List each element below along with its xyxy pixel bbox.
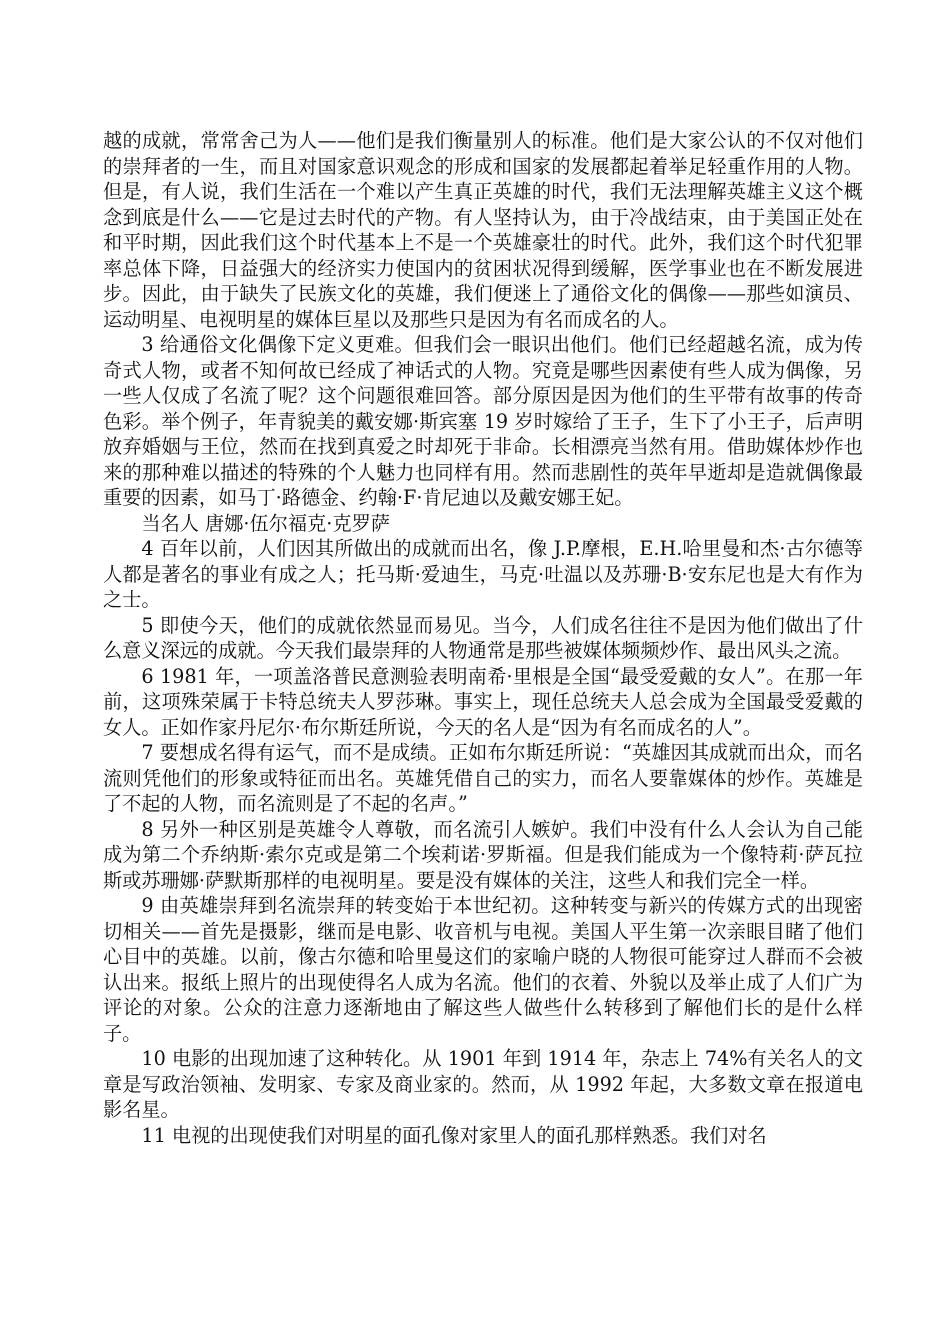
paragraph-7: 7 要想成名得有运气，而不是成绩。正如布尔斯廷所说：“英雄因其成就而出众，而名流则凭他们的形象或特征而出名。英雄凭借自己的实力，而名人要靠媒体的炒作。英雄是了不起的人物，而名流则是了不起的名声。” (103, 741, 863, 815)
paragraph-10: 10 电影的出现加速了这种转化。从 1901 年到 1914 年，杂志上 74%有关名人的文章是写政治领袖、发明家、专家及商业家的。然而，从 1992 年起，大多数文章在报道电影名星。 (103, 1047, 863, 1121)
document-page (103, 128, 863, 1148)
paragraph-11: 11 电视的出现使我们对明星的面孔像对家里人的面孔那样熟悉。我们对名 (141, 1123, 767, 1147)
paragraph-3: 3 给通俗文化偶像下定义更难。但我们会一眼识出他们。他们已经超越名流，成为传奇式人物，或者不知何故已经成了神话式的人物。究竟是哪些因素使有些人成为偶像，另一些人仅成了名流了呢？这个问题很难回答。部分原因是因为他们的生平带有故事的传奇色彩。举个例子，年青貌美的戴安娜·斯宾塞 19 岁时嫁给了王子，生下了小王子，后声明放弃婚姻与王位，然而在找到真爱之时却死于非命。长相漂亮当然有用。借助媒体炒作也来的那种难以描述的特殊的个人魅力也同样有用。然而悲剧性的英年早逝却是造就偶像最重要的因素，如马丁·路德金、约翰·F·肯尼迪以及戴安娜王妃。 (103, 333, 863, 509)
paragraph-4: 4 百年以前，人们因其所做出的成就而出名，像 J.P.摩根，E.H.哈里曼和杰·古尔德等人都是著名的事业有成之人；托马斯·爱迪生，马克·吐温以及苏珊·B·安东尼也是大有作为之士。 (103, 537, 863, 611)
paragraph-continued: 越的成就，常常舍己为人——他们是我们衡量别人的标准。他们是大家公认的不仅对他们的崇拜者的一生，而且对国家意识观念的形成和国家的发展都起着举足轻重作用的人物。但是，有人说，我们生活在一个难以产生真正英雄的时代，我们无法理解英雄主义这个概念到底是什么——它是过去时代的产物。有人坚持认为，由于冷战结束，由于美国正处在和平时期，因此我们这个时代基本上不是一个英雄豪壮的时代。此外，我们这个时代犯罪率总体下降，日益强大的经济实力使国内的贫困状况得到缓解，医学事业也在不断发展进步。因此，由于缺失了民族文化的英雄，我们便迷上了通俗文化的偶像——那些如演员、运动明星、电视明星的媒体巨星以及那些只是因为有名而成名的人。 (103, 129, 863, 331)
paragraph-5: 5 即使今天，他们的成就依然显而易见。当今，人们成名往往不是因为他们做出了什么意义深远的成就。今天我们最崇拜的人物通常是那些被媒体频频炒作、最出风头之流。 (103, 613, 863, 662)
paragraph-8: 8 另外一种区别是英雄令人尊敬，而名流引人嫉妒。我们中没有什么人会认为自己能成为第二个乔纳斯·索尔克或是第二个埃莉诺·罗斯福。但是我们能成为一个像特莉·萨瓦拉斯或苏珊娜·萨默斯那样的电视明星。要是没有媒体的关注，这些人和我们完全一样。 (103, 817, 863, 892)
paragraph-9: 9 由英雄崇拜到名流崇拜的转变始于本世纪初。这种转变与新兴的传媒方式的出现密切相关——首先是摄影，继而是电影、收音机与电视。美国人平生第一次亲眼目睹了他们心目中的英雄。以前，像古尔德和哈里曼这们的家喻户晓的人物很可能穿过人群而不会被认出来。报纸上照片的出现使得名人成为名流。他们的衣着、外貌以及举止成了人们广为评论的对象。公众的注意力逐渐地由了解这些人做些什么转移到了解他们长的是什么样子。 (103, 894, 863, 1045)
section-subheading: 当名人 唐娜·伍尔福克·克罗萨 (141, 511, 390, 535)
paragraph-6: 6 1981 年，一项盖洛普民意测验表明南希·里根是全国“最受爱戴的女人”。在那一年前，这项殊荣属于卡特总统夫人罗莎琳。事实上，现任总统夫人总会成为全国最受爱戴的女人。正如作家丹尼尔·布尔斯廷所说，今天的名人是“因为有名而成名的人”。 (103, 664, 863, 739)
